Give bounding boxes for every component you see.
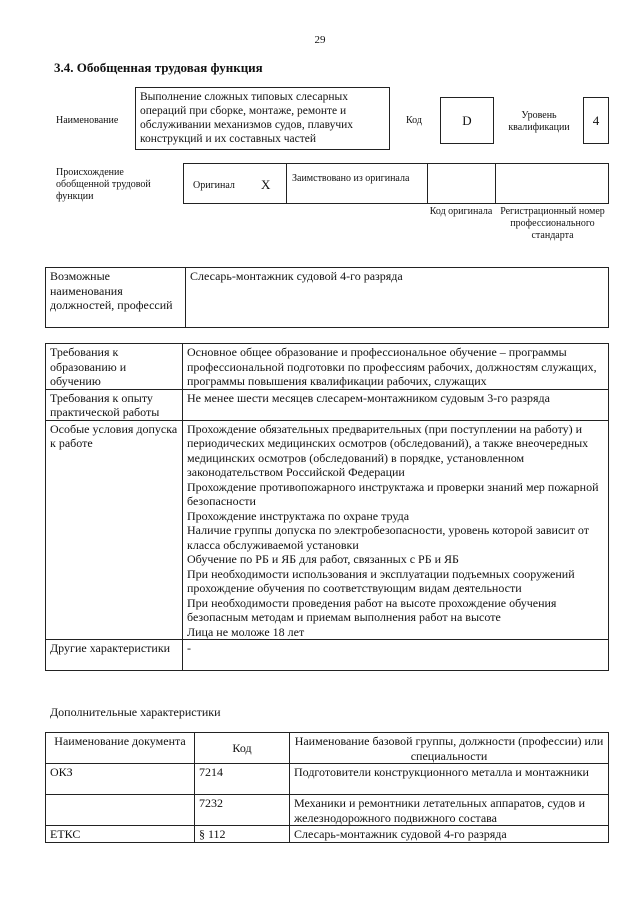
additional-table bbox=[45, 732, 609, 843]
requirement-lines bbox=[183, 420, 609, 640]
borrowed-label: Заимствовано из оригинала bbox=[292, 173, 410, 184]
table-row bbox=[46, 795, 609, 826]
requirement-text: Основное общее образование и профессиональное обучение – программы профессиональной подготовки по профессиям рабочих, должностям служащих, программы повышения квалификации рабочих, служащих bbox=[183, 344, 609, 390]
cell-document: ЕТКС bbox=[46, 826, 195, 843]
requirement-label: Требования к опыту практической работы bbox=[46, 389, 183, 420]
requirement-row bbox=[46, 344, 609, 390]
requirement-label: Особые условия допуска к работе bbox=[46, 420, 183, 640]
section-title: 3.4. Обобщенная трудовая функция bbox=[54, 60, 263, 75]
cell-code: § 112 bbox=[195, 826, 290, 843]
requirement-line: Прохождение инструктажа по охране труда bbox=[187, 508, 410, 523]
requirement-text: Не менее шести месяцев слесарем-монтажником судовым 3-го разряда bbox=[183, 389, 609, 420]
page-number: 29 bbox=[314, 34, 326, 46]
requirement-line: Прохождение обязательных предварительных (при поступлении на работу) и периодических медицинских осмотров (обследований), а также внеочередных медицинских осмотров (обследований) в порядке, установленном законодательством Российской Федерации bbox=[187, 421, 589, 479]
col-header-code: Код bbox=[195, 733, 290, 764]
table-row bbox=[46, 764, 609, 795]
reg-number-label: Регистрационный номер профессионального стандарта bbox=[500, 206, 605, 241]
additional-header-row bbox=[46, 733, 609, 764]
level-value: 4 bbox=[592, 113, 600, 128]
requirement-line: Обучение по РБ и ЯБ для работ, связанных с РБ и ЯБ bbox=[187, 552, 459, 566]
cell-code: 7214 bbox=[195, 764, 290, 795]
code-label: Код bbox=[406, 115, 422, 126]
positions-value: Слесарь-монтажник судовой 4-го разряда bbox=[186, 268, 609, 328]
requirement-line: При необходимости использования и эксплуатации подъемных сооружений прохождение обучения по соответствующим видам деятельности bbox=[187, 566, 575, 595]
level-label: Уровень квалификации bbox=[508, 110, 570, 133]
requirement-row bbox=[46, 640, 609, 671]
cell-document: ОКЗ bbox=[46, 764, 195, 795]
origin-divider-3 bbox=[495, 163, 496, 204]
original-mark: X bbox=[261, 177, 271, 192]
requirement-line: Прохождение противопожарного инструктажа и проверки знаний мер пожарной безопасности bbox=[187, 479, 599, 508]
name-value-box bbox=[135, 87, 390, 150]
cell-document bbox=[46, 795, 195, 826]
code-value: D bbox=[462, 113, 472, 128]
requirement-line: Лица не моложе 18 лет bbox=[187, 624, 305, 639]
cell-name: Подготовители конструкционного металла и монтажники bbox=[290, 764, 609, 795]
table-row bbox=[46, 826, 609, 843]
additional-title: Дополнительные характеристики bbox=[50, 705, 221, 719]
cell-code: 7232 bbox=[195, 795, 290, 826]
requirement-line: Наличие группы допуска по электробезопасности, уровень которой зависит от класса обслуживаемой установки bbox=[187, 523, 590, 552]
requirement-row bbox=[46, 420, 609, 640]
positions-label: Возможные наименования должностей, профессий bbox=[46, 268, 186, 328]
original-label: Оригинал bbox=[193, 180, 235, 191]
positions-table bbox=[45, 267, 609, 328]
col-header-name: Наименование базовой группы, должности (профессии) или специальности bbox=[290, 733, 609, 764]
origin-divider-2 bbox=[427, 163, 428, 204]
col-header-document: Наименование документа bbox=[46, 733, 195, 764]
origin-divider-1 bbox=[286, 163, 287, 204]
cell-name: Слесарь-монтажник судовой 4-го разряда bbox=[290, 826, 609, 843]
requirement-line: При необходимости проведения работ на высоте прохождение обучения безопасным методам и приемам выполнения работ на высоте bbox=[187, 595, 557, 624]
requirements-table bbox=[45, 343, 609, 671]
code-original-label: Код оригинала bbox=[429, 206, 493, 217]
requirement-label: Другие характеристики bbox=[46, 640, 183, 671]
requirement-text: - bbox=[183, 640, 609, 671]
code-box bbox=[440, 97, 494, 144]
level-box bbox=[583, 97, 609, 144]
requirement-label: Требования к образованию и обучению bbox=[46, 344, 183, 390]
name-label: Наименование bbox=[56, 115, 119, 126]
cell-name: Механики и ремонтники летательных аппаратов, судов и железнодорожного подвижного состава bbox=[290, 795, 609, 826]
name-value: Выполнение сложных типовых слесарных операций при сборке, монтаже, ремонте и обслуживании механизмов судов, плавучих конструкций и их составных частей bbox=[140, 91, 354, 145]
origin-label: Происхождение обобщенной трудовой функции bbox=[56, 167, 151, 202]
requirement-row bbox=[46, 389, 609, 420]
